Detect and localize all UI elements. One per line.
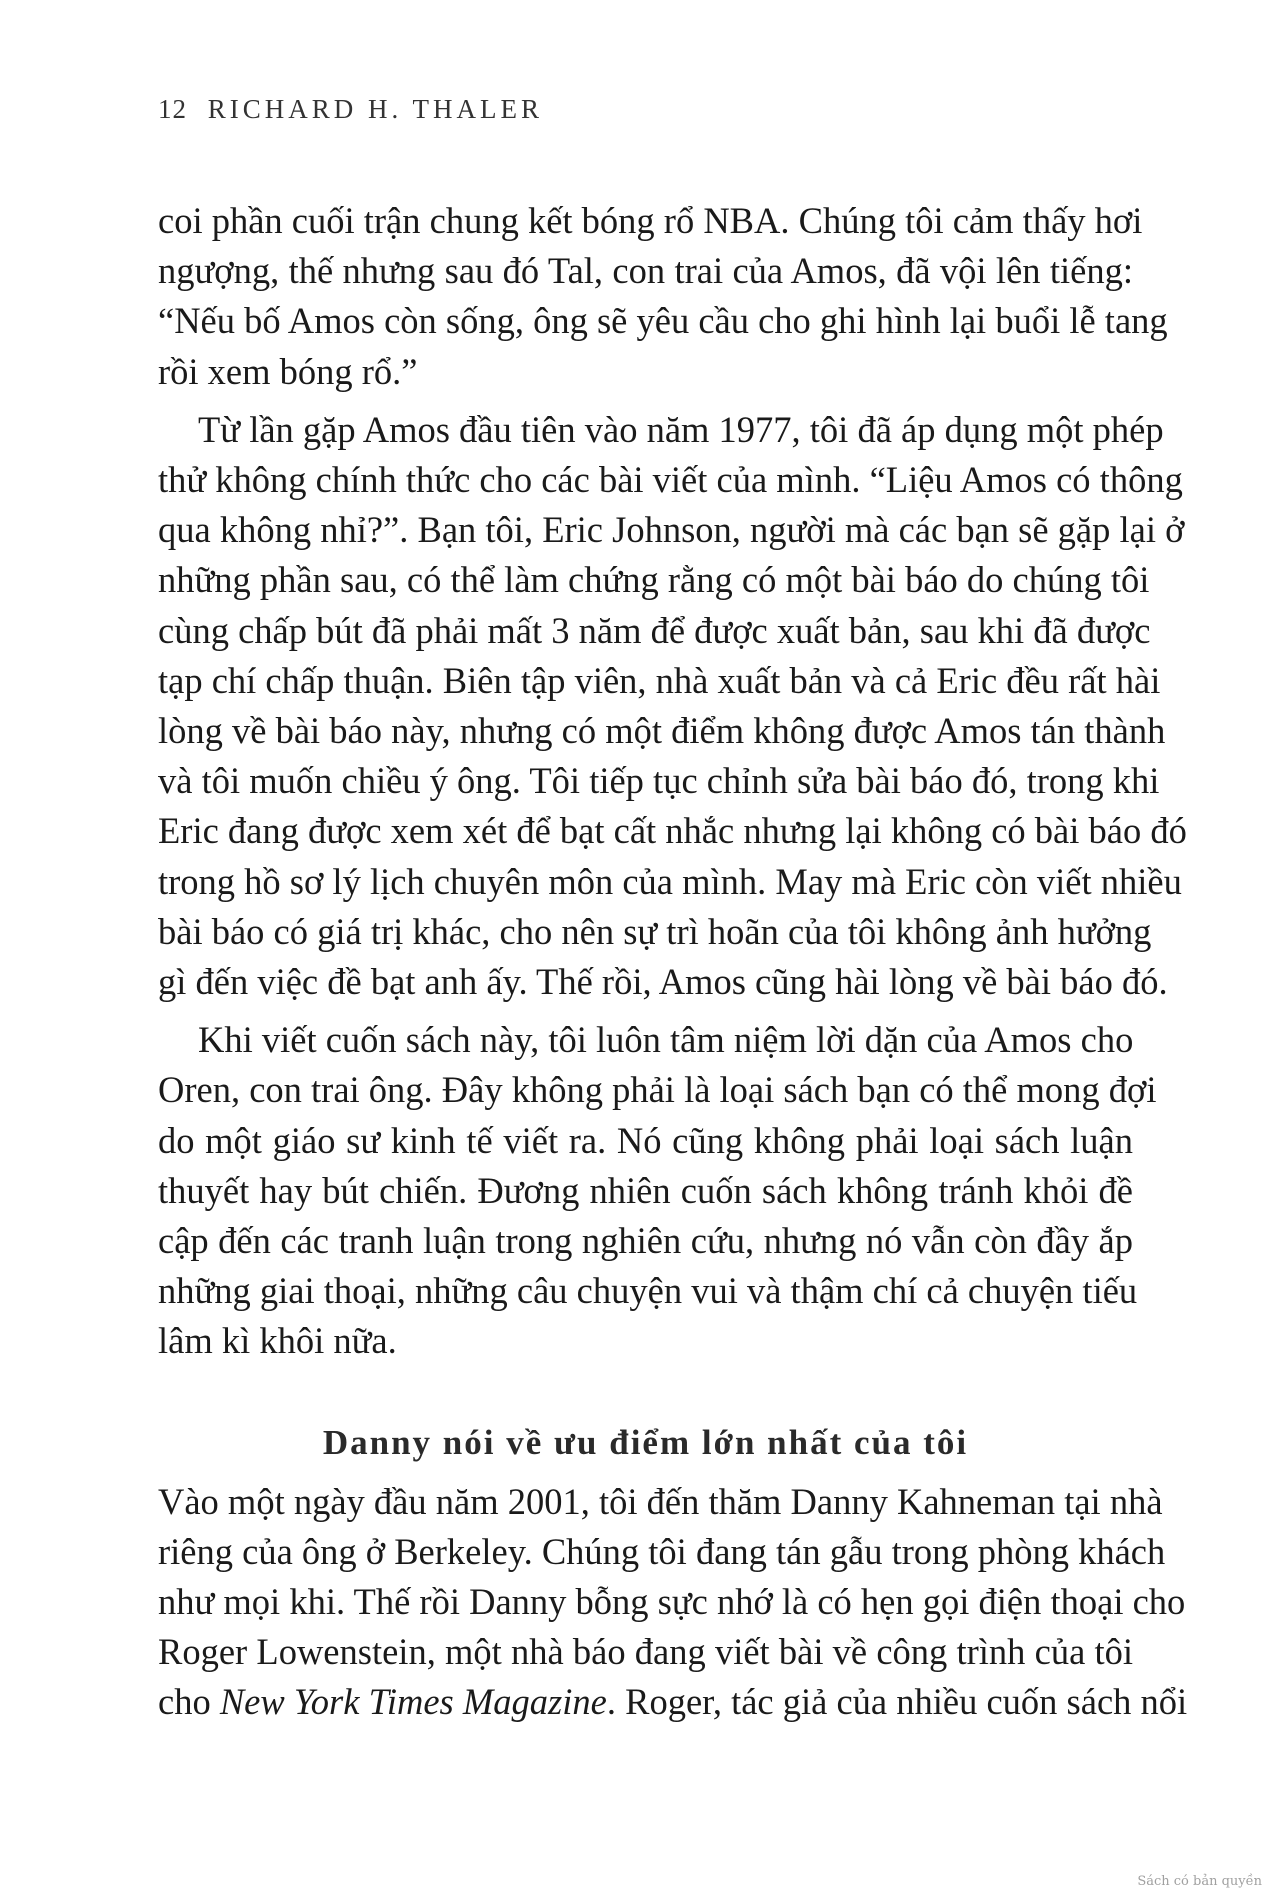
text-line: Khi viết cuốn sách này, tôi luôn tâm niệm lời dặn của Amos cho — [198, 1019, 1134, 1061]
text-line: những phần sau, có thể làm chứng rằng có một bài báo do chúng tôi — [158, 559, 1150, 601]
text-prefix: cho — [158, 1681, 220, 1723]
text-line: cập đến các tranh luận trong nghiên cứu, nhưng nó vẫn còn đầy ắp — [158, 1220, 1133, 1262]
page-number: 12 — [158, 94, 187, 124]
author-name: RICHARD H. THALER — [207, 94, 544, 124]
paragraph-1 — [158, 196, 1168, 397]
text-line: lòng về bài báo này, nhưng có một điểm không được Amos tán thành — [158, 710, 1166, 752]
text-line: “Nếu bố Amos còn sống, ông sẽ yêu cầu cho ghi hình lại buổi lễ tang — [158, 300, 1168, 342]
text-line: Từ lần gặp Amos đầu tiên vào năm 1977, tôi đã áp dụng một phép — [198, 408, 1164, 450]
text-line: Roger Lowenstein, một nhà báo đang viết bài về công trình của tôi — [158, 1631, 1133, 1673]
text-line: Oren, con trai ông. Đây không phải là loại sách bạn có thể mong đợi — [158, 1069, 1157, 1111]
text-line: cùng chấp bút đã phải mất 3 năm để được xuất bản, sau khi đã được — [158, 609, 1151, 651]
text-line: những giai thoại, những câu chuyện vui và thậm chí cả chuyện tiếu — [158, 1270, 1138, 1312]
text-line: bài báo có giá trị khác, cho nên sự trì hoãn của tôi không ảnh hưởng — [158, 910, 1152, 952]
text-line: thử không chính thức cho các bài viết của mình. “Liệu Amos có thông — [158, 459, 1183, 501]
paragraph-2 — [158, 405, 1187, 1007]
magazine-title: New York Times Magazine — [219, 1681, 607, 1723]
paragraph-4 — [158, 1477, 1188, 1728]
text-suffix: . Roger, tác giả của nhiều cuốn sách nổi — [606, 1681, 1188, 1723]
text-line: tạp chí chấp thuận. Biên tập viên, nhà xuất bản và cả Eric đều rất hài — [158, 659, 1161, 701]
text-line: Eric đang được xem xét để bạt cất nhắc nhưng lại không có bài báo đó — [158, 810, 1187, 852]
text-line: như mọi khi. Thế rồi Danny bỗng sực nhớ là có hẹn gọi điện thoại cho — [158, 1581, 1186, 1623]
copyright-watermark: Sách có bản quyền — [1137, 1874, 1262, 1889]
running-head — [158, 94, 543, 125]
text-line: coi phần cuối trận chung kết bóng rổ NBA. Chúng tôi cảm thấy hơi — [158, 200, 1143, 241]
text-line: ngượng, thế nhưng sau đó Tal, con trai của Amos, đã vội lên tiếng: — [158, 250, 1133, 292]
text-line: trong hồ sơ lý lịch chuyên môn của mình. May mà Eric còn viết nhiều — [158, 860, 1182, 902]
text-line — [158, 1677, 1188, 1727]
text-line: lâm kì khôi nữa. — [158, 1320, 397, 1362]
text-line: qua không nhỉ?”. Bạn tôi, Eric Johnson, người mà các bạn sẽ gặp lại ở — [158, 509, 1185, 551]
text-line: do một giáo sư kinh tế viết ra. Nó cũng không phải loại sách luận — [158, 1119, 1133, 1161]
text-line: thuyết hay bút chiến. Đương nhiên cuốn sách không tránh khỏi đề — [158, 1169, 1133, 1211]
text-line: riêng của ông ở Berkeley. Chúng tôi đang tán gẫu trong phòng khách — [158, 1530, 1166, 1572]
text-line: Vào một ngày đầu năm 2001, tôi đến thăm Danny Kahneman tại nhà — [158, 1480, 1163, 1522]
body-text — [158, 196, 1188, 1728]
text-line: gì đến việc đề bạt anh ấy. Thế rồi, Amos cũng hài lòng về bài báo đó. — [158, 961, 1168, 1003]
text-line: và tôi muốn chiều ý ông. Tôi tiếp tục chỉnh sửa bài báo đó, trong khi — [158, 760, 1160, 802]
text-line: rồi xem bóng rổ.” — [158, 350, 418, 392]
section-heading: Danny nói về ưu điểm lớn nhất của tôi — [322, 1422, 969, 1462]
paragraph-3 — [158, 1015, 1157, 1366]
